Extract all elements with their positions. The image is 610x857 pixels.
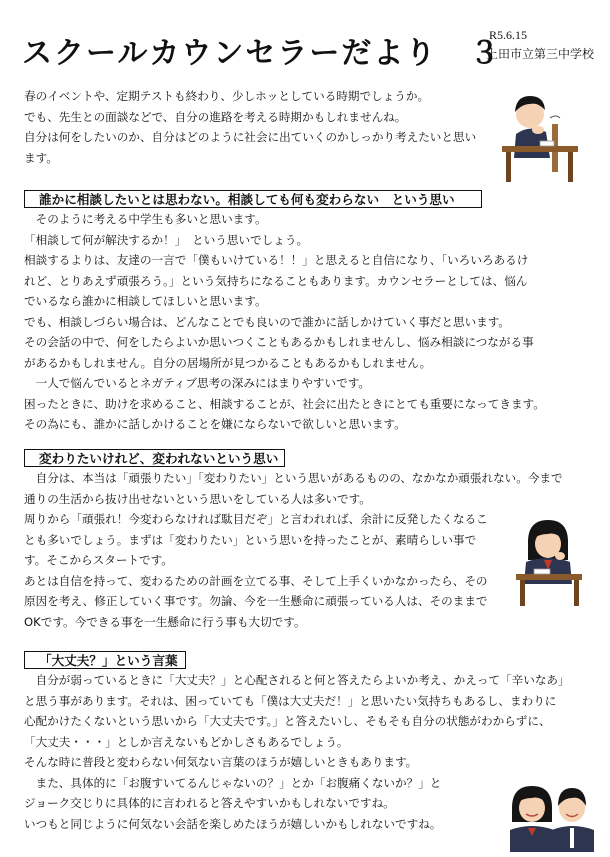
section1-line: でいるなら誰かに相談してほしいと思います。 bbox=[24, 294, 267, 308]
issue-date: R5.6.15 bbox=[489, 28, 528, 42]
section3-line: ジョーク交じりに具体的に言われると答えやすいかもしれないですね。 bbox=[24, 796, 395, 810]
section1-line: 困ったときに、助けを求めること、相談することが、社会に出たときにとても重要になってきます。 bbox=[24, 396, 545, 411]
girl-at-desk-illustration bbox=[514, 512, 586, 608]
section1-line: その会話の中で、何をしたらよいか思いつくこともあるかもしれませんし、悩み相談につながる事 bbox=[24, 335, 534, 349]
section1-line: でも、相談しづらい場合は、どんなことでも良いので誰かに話しかけていく事だと思います。 bbox=[24, 314, 511, 329]
section2-line: OKです。今できる事を一生懸命に行う事も大切です。 bbox=[24, 614, 306, 629]
section1-line: そのように考える中学生も多いと思います。 bbox=[24, 212, 267, 226]
section2-line: 原因を考え、修正していく事です。勿論、今を一生懸命に頑張っている人は、そのままで bbox=[24, 594, 488, 608]
section1-line: があるかもしれません。自分の居場所が見つかることもあるかもしれません。 bbox=[24, 355, 432, 370]
section3-line: と思う事があります。それは、困っていても「僕は大丈夫だ！」と思いたい気持ちもあるし、まわりに bbox=[24, 693, 557, 708]
section-heading: 変わりたいけれど、変われないという思い bbox=[24, 449, 285, 467]
intro-line: 自分は何をしたいのか、自分はどのように社会に出ていくのかしっかり考えたいと思い bbox=[24, 130, 477, 144]
section3-line: 自分が弱っているときに「大丈夫？」と心配されると何と答えたらよいか考え、かえって「辛いなあ」 bbox=[24, 673, 570, 687]
section2-line: 周りから「頑張れ！今変わらなければ駄目だぞ」と言われれば、余計に反発したくなるこ bbox=[24, 512, 488, 526]
school-name: 上田市立第三中学校 bbox=[486, 47, 595, 61]
section1-line: れど、とりあえず頑張ろう。」という気持ちになることもあります。カウンセラーとしては、悩ん bbox=[24, 273, 528, 288]
section1-line: 一人で悩んでいるとネガティブ思考の深みにはまりやすいです。 bbox=[24, 376, 370, 390]
section2-line: あとは自信を持って、変わるための計画を立てる事、そして上手くいかなかったら、その bbox=[24, 573, 488, 588]
intro-paragraph bbox=[24, 86, 476, 168]
boy-at-desk-illustration bbox=[500, 84, 582, 186]
section1-line: 「相談して何が解決するか！」 という思いでしょう。 bbox=[24, 232, 309, 247]
intro-line: ます。 bbox=[24, 150, 58, 165]
section3-line: また、具体的に「お腹すいてるんじゃないの？」とか「お腹痛くないか？」と bbox=[24, 775, 442, 790]
section2-line: 通りの生活から抜け出せないという思いをしている人は多いです。 bbox=[24, 491, 371, 506]
section3-line: そんな時に普段と変わらない何気ない言葉のほうが嬉しいときもあります。 bbox=[24, 755, 418, 769]
section-heading: 「大丈夫？」という言葉 bbox=[24, 651, 186, 669]
section3-line: 心配かけたくないという思いから「大丈夫です。」と答えたいし、そもそも自分の状態がわからずに、 bbox=[24, 714, 551, 728]
section3-line: いつもと同じように何気ない会話を楽しめたほうが嬉しいかもしれないですね。 bbox=[24, 816, 442, 831]
intro-line: 春のイベントや、定期テストも終わり、少しホッとしている時期でしょうか。 bbox=[24, 89, 430, 103]
section3-paragraph bbox=[24, 670, 570, 834]
section-heading: 誰かに相談したいとは思わない。相談しても何も変わらない という思い bbox=[24, 190, 482, 208]
intro-line: でも、先生との面談などで、自分の進路を考える時期かもしれませんね。 bbox=[24, 109, 407, 124]
section2-line: とも多いでしょう。まずは「変わりたい」という思いを持ったことが、素晴らしい事で bbox=[24, 532, 477, 547]
section3-line: 「大丈夫・・・」としか言えないもどかしさもあるでしょう。 bbox=[24, 734, 349, 749]
section1-line: 相談するよりは、友達の一言で「僕もいけている！！」と思えると自信になり、「いろいろあるけ bbox=[24, 253, 529, 267]
section2-paragraph bbox=[24, 468, 563, 632]
section2-line: す。そこからスタートです。 bbox=[24, 553, 173, 567]
section2-line: 自分は、本当は「頑張りたい」「変わりたい」という思いがあるものの、なかなか頑張れない。今まで bbox=[24, 471, 563, 485]
page-title: スクールカウンセラーだより ３ bbox=[22, 36, 502, 71]
section1-line: その為にも、誰かに話しかけることを嫌にならないで欲しいと思います。 bbox=[24, 417, 406, 431]
two-students-illustration bbox=[506, 778, 598, 852]
section1-paragraph bbox=[24, 209, 545, 435]
